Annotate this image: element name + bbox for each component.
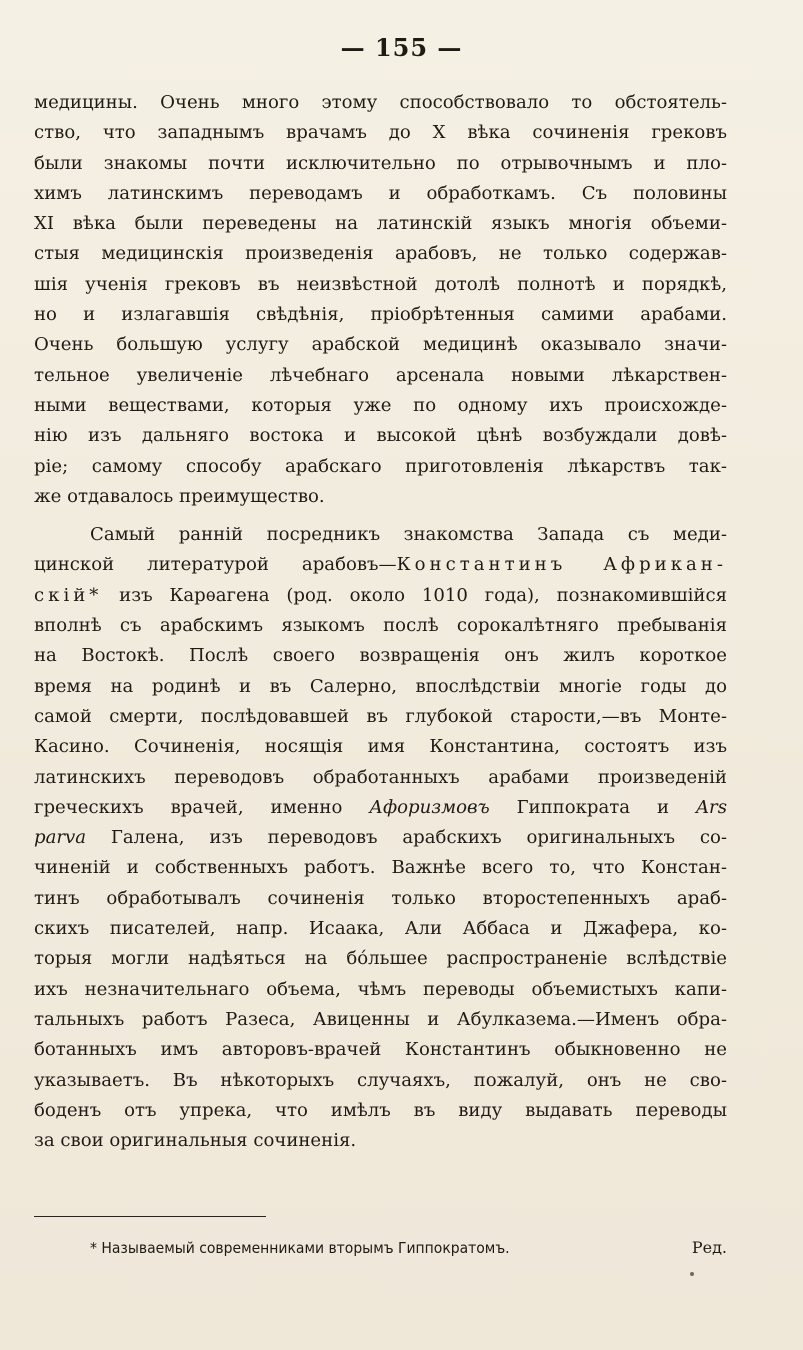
- text-line: самой смерти, послѣдовавшей въ глубокой старости,—въ Монте-: [34, 705, 727, 727]
- page-number: — 155 —: [340, 33, 463, 62]
- text-fragment: цинской литературой арабовъ—: [34, 554, 397, 576]
- italic-title: Афоризмовъ: [369, 796, 490, 818]
- text-line: ными веществами, которыя уже по одному ихъ происхожде-: [34, 394, 727, 416]
- footnote-divider: [34, 1216, 266, 1217]
- text-line: латинскихъ переводовъ обработанныхъ арабами произведеній: [34, 766, 727, 788]
- italic-title: Ars: [695, 796, 727, 818]
- text-line: боденъ отъ упрека, что имѣлъ въ виду выдавать переводы: [34, 1099, 727, 1121]
- text-line: [34, 793, 727, 823]
- text-line: на Востокѣ. Послѣ своего возвращенія онъ жилъ короткое: [34, 645, 727, 667]
- text-line: ріе; самому способу арабскаго приготовленія лѣкарствъ так-: [34, 455, 727, 477]
- text-line: же отдавалось преимущество.: [34, 485, 325, 507]
- text-line: вполнѣ съ арабскимъ языкомъ послѣ сорокалѣтняго пребыванія: [34, 615, 727, 637]
- text-line: [34, 823, 727, 853]
- text-line: медицины. Очень много этому способствовало то обстоятель-: [34, 92, 727, 113]
- text-line: нію изъ дальняго востока и высокой цѣнѣ возбуждали довѣ-: [34, 425, 727, 447]
- text-line: [34, 581, 727, 611]
- text-line: стыя медицинскія произведенія арабовъ, не только содержав-: [34, 243, 727, 265]
- text-line: тинъ обработывалъ сочиненія только второстепенныхъ араб-: [34, 887, 727, 909]
- person-name-spaced: Константинъ Африкан-: [396, 554, 727, 576]
- text-line: XI вѣка были переведены на латинскій языкъ многія объеми-: [34, 213, 727, 235]
- paragraph-1: [34, 88, 727, 512]
- text-fragment: Галена, изъ переводовъ арабскихъ оригинальныхъ со-: [86, 827, 727, 849]
- paragraph-2: [34, 520, 727, 1156]
- text-line: скихъ писателей, напр. Исаака, Али Аббаса и Джафера, ко-: [34, 918, 727, 940]
- text-line: тальныхъ работъ Разеса, Авиценны и Абулказема.—Именъ обра-: [34, 1008, 727, 1030]
- text-line: чиненій и собственныхъ работъ. Важнѣе всего то, что Констан-: [34, 857, 727, 879]
- text-line: но и излагавшія свѣдѣнія, пріобрѣтенныя самими арабами.: [34, 304, 727, 326]
- text-line: ство, что западнымъ врачамъ до X вѣка сочиненія грековъ: [34, 122, 727, 144]
- ink-speck: [690, 1272, 694, 1276]
- body-text: [34, 88, 727, 1156]
- text-line: [34, 550, 727, 580]
- text-line: Очень большую услугу арабской медицинѣ оказывало значи-: [34, 334, 727, 356]
- text-fragment: Гиппократа и: [489, 796, 696, 818]
- text-line: время на родинѣ и въ Салерно, впослѣдствіи многіе годы до: [34, 675, 727, 697]
- text-fragment: греческихъ врачей, именно: [34, 796, 370, 818]
- text-line: шія ученія грековъ въ неизвѣстной дотолѣ полнотѣ и порядкѣ,: [34, 273, 727, 295]
- text-line: за свои оригинальныя сочиненія.: [34, 1130, 357, 1152]
- text-line: Касино. Сочиненія, носящія имя Константина, состоятъ изъ: [34, 736, 727, 758]
- text-line: химъ латинскимъ переводамъ и обработкамъ. Съ половины: [34, 182, 727, 204]
- footnote-editor-mark: Ред.: [691, 1238, 727, 1257]
- text-line: ботанныхъ имъ авторовъ-врачей Константинъ обыкновенно не: [34, 1039, 727, 1061]
- text-line: Самый раннiй посредникъ знакомства Запада съ меди-: [90, 524, 727, 546]
- paragraph-gap: [34, 512, 727, 520]
- text-line: торыя могли надѣяться на бóльшее распространеніе вслѣдствіе: [34, 948, 727, 970]
- text-fragment: изъ Карѳагена (род. около 1010 года), познакомившійся: [102, 584, 727, 606]
- text-line: ихъ незначительнаго объема, чѣмъ переводы объемистыхъ капи-: [34, 978, 727, 1000]
- text-line: указываетъ. Въ нѣкоторыхъ случаяхъ, пожалуй, онъ не сво-: [34, 1069, 727, 1091]
- text-line: были знакомы почти исключительно по отрывочнымъ и пло-: [34, 152, 727, 174]
- person-name-spaced: скій*: [34, 584, 103, 606]
- italic-title: parva: [34, 827, 87, 849]
- text-line: тельное увеличеніе лѣчебнаго арсенала новыми лѣкарствен-: [34, 364, 727, 386]
- footnote-text: * Называемый современниками вторымъ Гиппократомъ.: [90, 1239, 510, 1257]
